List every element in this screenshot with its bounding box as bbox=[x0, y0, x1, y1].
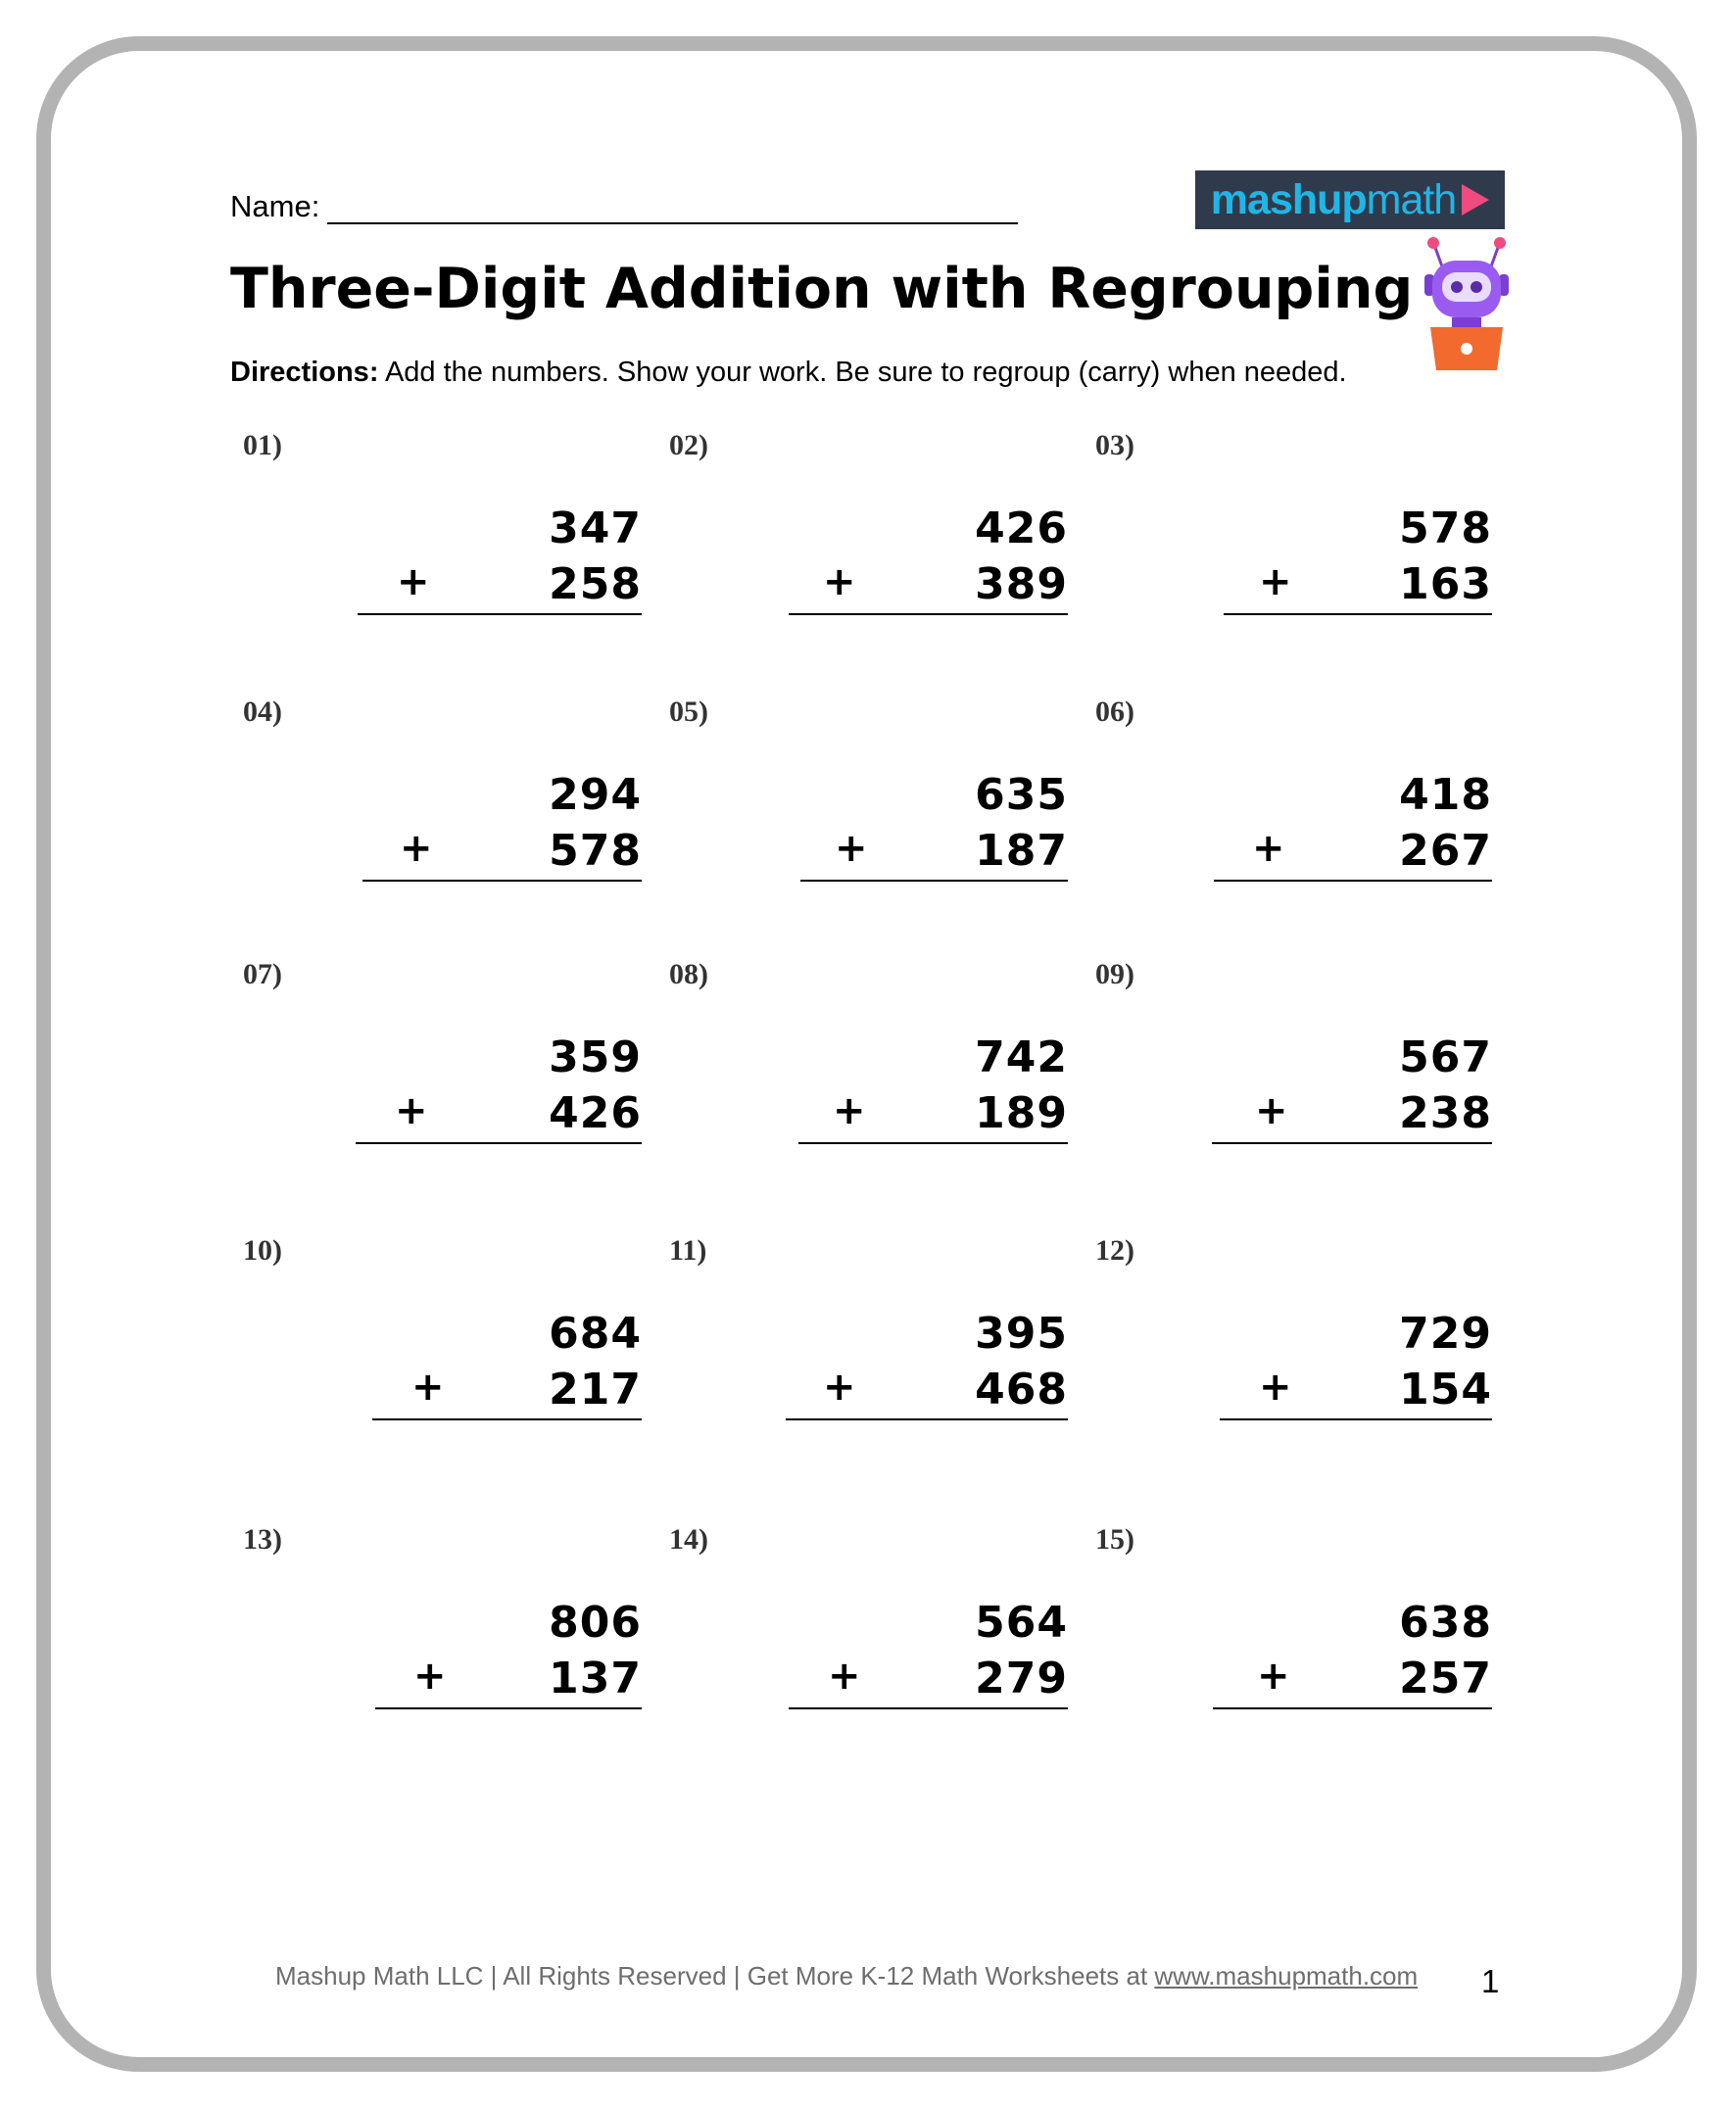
problem-01 bbox=[230, 429, 642, 654]
problem-03 bbox=[1083, 429, 1492, 654]
addend-bottom: 578 bbox=[549, 826, 642, 876]
mashupmath-logo bbox=[1195, 170, 1505, 229]
problem-number: 10) bbox=[243, 1234, 282, 1267]
answer-line[interactable] bbox=[356, 1142, 642, 1144]
addend-top: 564 bbox=[975, 1598, 1068, 1648]
problem-13 bbox=[230, 1523, 642, 1749]
directions-label: Directions: bbox=[230, 357, 379, 388]
problem-number: 09) bbox=[1095, 958, 1134, 990]
answer-line[interactable] bbox=[800, 880, 1068, 882]
addend-bottom: 187 bbox=[975, 826, 1068, 876]
robot-icon bbox=[1413, 235, 1520, 372]
problem-number: 12) bbox=[1095, 1234, 1134, 1267]
answer-line[interactable] bbox=[1220, 1418, 1492, 1420]
answer-line[interactable] bbox=[1214, 880, 1492, 882]
plus-sign: + bbox=[1259, 1365, 1292, 1410]
plus-sign: + bbox=[413, 1654, 447, 1699]
addend-bottom: 468 bbox=[975, 1365, 1068, 1415]
problem-02 bbox=[656, 429, 1068, 654]
problem-number: 11) bbox=[669, 1234, 707, 1267]
plus-sign: + bbox=[823, 559, 856, 604]
problem-05 bbox=[656, 696, 1068, 921]
plus-sign: + bbox=[411, 1365, 445, 1410]
addend-bottom: 389 bbox=[975, 559, 1068, 609]
plus-sign: + bbox=[1257, 1654, 1290, 1699]
problem-14 bbox=[656, 1523, 1068, 1749]
addend-top: 294 bbox=[549, 770, 642, 820]
addend-bottom: 217 bbox=[549, 1365, 642, 1415]
problem-number: 02) bbox=[669, 429, 708, 461]
problem-08 bbox=[656, 958, 1068, 1183]
addend-top: 578 bbox=[1399, 504, 1492, 553]
answer-line[interactable] bbox=[786, 1418, 1068, 1420]
problem-09 bbox=[1083, 958, 1492, 1183]
problem-12 bbox=[1083, 1234, 1492, 1460]
problem-number: 13) bbox=[243, 1523, 282, 1556]
plus-sign: + bbox=[833, 1088, 866, 1133]
addend-bottom: 154 bbox=[1399, 1365, 1492, 1415]
answer-line[interactable] bbox=[1224, 613, 1492, 615]
problem-number: 07) bbox=[243, 958, 282, 990]
problem-11 bbox=[656, 1234, 1068, 1460]
problem-number: 01) bbox=[243, 429, 282, 461]
problem-07 bbox=[230, 958, 642, 1183]
answer-line[interactable] bbox=[375, 1707, 642, 1709]
footer bbox=[275, 1961, 1418, 1991]
play-icon bbox=[1462, 184, 1489, 216]
problem-number: 08) bbox=[669, 958, 708, 990]
addend-top: 684 bbox=[549, 1309, 642, 1359]
addend-bottom: 189 bbox=[975, 1088, 1068, 1138]
addend-top: 729 bbox=[1399, 1309, 1492, 1359]
name-label: Name: bbox=[230, 189, 320, 223]
worksheet-title: Three-Digit Addition with Regrouping bbox=[230, 257, 1414, 321]
page-number: 1 bbox=[1481, 1963, 1500, 1999]
addend-bottom: 426 bbox=[549, 1088, 642, 1138]
addend-bottom: 238 bbox=[1399, 1088, 1492, 1138]
answer-line[interactable] bbox=[789, 613, 1068, 615]
problem-number: 14) bbox=[669, 1523, 708, 1556]
problem-number: 15) bbox=[1095, 1523, 1134, 1556]
addend-top: 567 bbox=[1399, 1032, 1492, 1082]
problem-number: 04) bbox=[243, 696, 282, 728]
plus-sign: + bbox=[395, 1088, 428, 1133]
directions-text: Add the numbers. Show your work. Be sure to regroup (carry) when needed. bbox=[378, 357, 1347, 388]
answer-line[interactable] bbox=[1212, 1142, 1492, 1144]
answer-line[interactable] bbox=[1213, 1707, 1492, 1709]
addend-top: 347 bbox=[549, 504, 642, 553]
addend-bottom: 258 bbox=[549, 559, 642, 609]
answer-line[interactable] bbox=[789, 1707, 1068, 1709]
addend-top: 426 bbox=[975, 504, 1068, 553]
addend-top: 638 bbox=[1399, 1598, 1492, 1648]
addend-bottom: 279 bbox=[975, 1654, 1068, 1703]
directions bbox=[230, 357, 1347, 389]
addend-bottom: 257 bbox=[1399, 1654, 1492, 1703]
answer-line[interactable] bbox=[372, 1418, 642, 1420]
addend-top: 395 bbox=[975, 1309, 1068, 1359]
logo-text-light: math bbox=[1366, 175, 1457, 223]
name-field[interactable] bbox=[327, 193, 1018, 224]
footer-link[interactable]: www.mashupmath.com bbox=[1154, 1961, 1419, 1991]
addend-bottom: 267 bbox=[1399, 826, 1492, 876]
addend-bottom: 163 bbox=[1399, 559, 1492, 609]
problem-number: 03) bbox=[1095, 429, 1134, 461]
plus-sign: + bbox=[823, 1365, 856, 1410]
answer-line[interactable] bbox=[798, 1142, 1068, 1144]
plus-sign: + bbox=[1252, 826, 1285, 871]
addend-bottom: 137 bbox=[549, 1654, 642, 1703]
addend-top: 359 bbox=[549, 1032, 642, 1082]
problem-number: 05) bbox=[669, 696, 708, 728]
problem-number: 06) bbox=[1095, 696, 1134, 728]
plus-sign: + bbox=[835, 826, 868, 871]
footer-text: Mashup Math LLC | All Rights Reserved | Get More K-12 Math Worksheets at bbox=[275, 1961, 1155, 1991]
problem-06 bbox=[1083, 696, 1492, 921]
plus-sign: + bbox=[1259, 559, 1292, 604]
addend-top: 806 bbox=[549, 1598, 642, 1648]
addend-top: 742 bbox=[975, 1032, 1068, 1082]
plus-sign: + bbox=[828, 1654, 861, 1699]
plus-sign: + bbox=[400, 826, 433, 871]
logo-text-bold: mashup bbox=[1210, 175, 1367, 223]
addend-top: 635 bbox=[975, 770, 1068, 820]
answer-line[interactable] bbox=[358, 613, 642, 615]
problem-10 bbox=[230, 1234, 642, 1460]
plus-sign: + bbox=[397, 559, 430, 604]
problem-04 bbox=[230, 696, 642, 921]
plus-sign: + bbox=[1255, 1088, 1288, 1133]
answer-line[interactable] bbox=[362, 880, 642, 882]
name-row bbox=[230, 189, 1018, 224]
addend-top: 418 bbox=[1399, 770, 1492, 820]
problem-15 bbox=[1083, 1523, 1492, 1749]
